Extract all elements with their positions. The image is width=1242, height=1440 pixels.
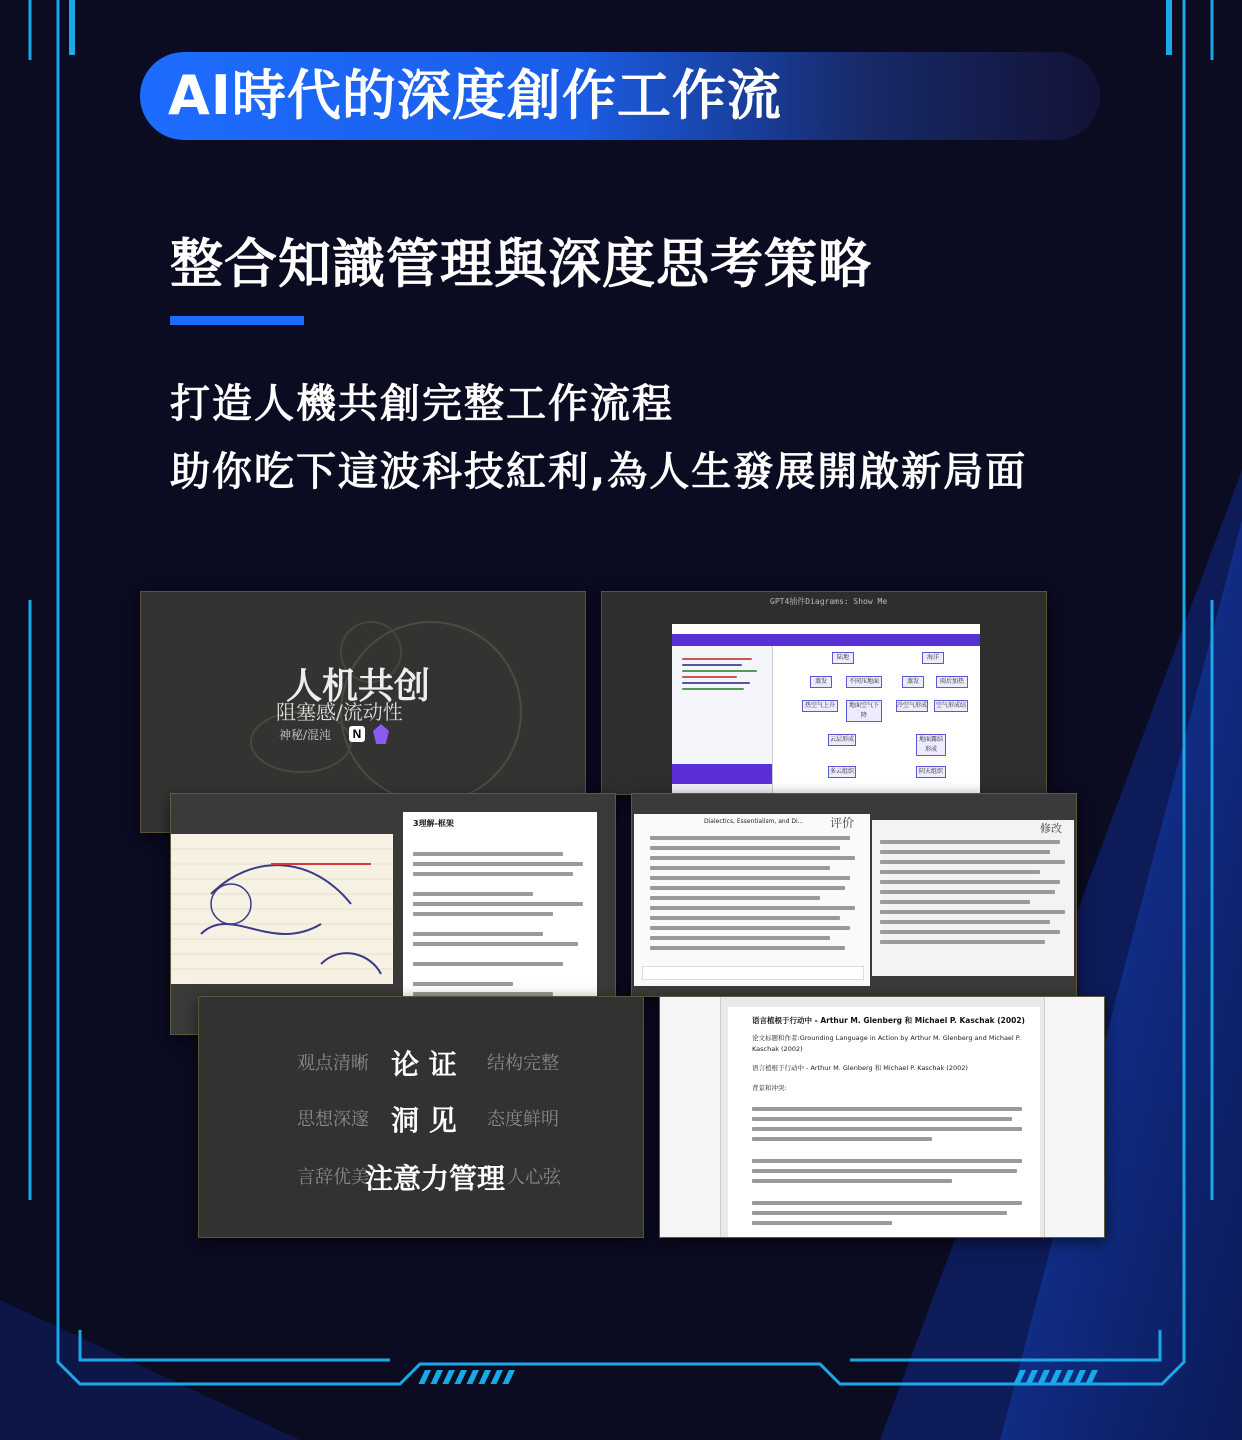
s5-row1-center: 论 证 (391, 1048, 457, 1081)
side-panel-left (660, 997, 721, 1237)
s5-row2-left: 思想深邃 (297, 1109, 369, 1130)
node-cloud: 云层形成 (828, 734, 856, 746)
handwritten-sketch (171, 834, 393, 984)
s1-tag: 神秘/混沌 (279, 728, 332, 742)
node-ground: 不同压地面 (846, 676, 882, 688)
s5-row2-center: 洞 见 (391, 1104, 457, 1137)
section-subtitle: 整合知識管理與深度思考策略 (170, 233, 872, 295)
s6-line2: Kaschak (2002) (752, 1045, 803, 1053)
paper-page (728, 1007, 1040, 1237)
screenshot-evaluate-revise (631, 793, 1077, 997)
description-line-2: 助你吃下這波科技紅利,為人生發展開啟新局面 (170, 449, 1028, 495)
node-overcast: 阴天组织 (916, 766, 946, 778)
node-cold-air: 冷空气形成 (896, 700, 928, 712)
s1-title: 人机共创 (286, 665, 431, 707)
s6-line3: 语言植根于行动中 - Arthur M. Glenberg 和 Michael P. Kaschak (2002) (752, 1064, 968, 1072)
side-panel-right (1044, 997, 1105, 1237)
s5-row3-left: 言辞优美 (297, 1167, 369, 1188)
s5-row3-center: 注意力管理 (365, 1162, 506, 1195)
node-air-knot: 空气形成结 (934, 700, 968, 712)
s6-line4: 背景和冲突: (752, 1084, 787, 1092)
node-dew: 地面露结形成 (916, 734, 946, 756)
node-cloudy: 多云组织 (828, 766, 856, 778)
node-land: 陆地 (832, 652, 854, 664)
node-heat: 雨后加热 (936, 676, 968, 688)
description-line-1: 打造人機共創完整工作流程 (170, 381, 674, 427)
s5-row3-right: 人心弦 (507, 1167, 561, 1188)
accent-divider (170, 316, 304, 325)
screenshot-gpt-diagrams (601, 591, 1047, 795)
screenshot-argument-insight (198, 996, 644, 1238)
node-evap-1: 蒸发 (810, 676, 832, 688)
s5-row2-right: 态度鲜明 (487, 1109, 559, 1130)
node-evap-2: 蒸发 (902, 676, 924, 688)
page-title: AI時代的深度創作工作流 (168, 64, 782, 127)
s6-line1: 论文标题和作者:Grounding Language in Action by Arthur M. Glenberg and Michael P. (752, 1034, 1021, 1042)
node-hot-air: 热空气上升 (802, 700, 838, 712)
screenshot-paper-summary (659, 996, 1105, 1238)
s5-row1-right: 结构完整 (487, 1053, 559, 1074)
s5-row1-left: 观点清晰 (297, 1053, 369, 1074)
s2-title: GPT4插件Diagrams: Show Me (770, 597, 888, 606)
notebook-page (171, 834, 393, 984)
s1-subtitle: 阻塞感/流动性 (276, 700, 403, 724)
diagram-editor (672, 624, 980, 794)
s4-tab: Dialectics, Essentialism, and Di... (704, 818, 804, 825)
notion-icon: N (349, 726, 365, 742)
node-air-down: 地面空气下降 (846, 700, 882, 722)
node-sea: 海洋 (922, 652, 944, 664)
chat-window-left (634, 814, 870, 986)
s3-title: 3理解-框架 (413, 819, 454, 828)
s4-title-left: 评价 (830, 816, 855, 830)
s6-title: 语言植根于行动中 - Arthur M. Glenberg 和 Michael P. Kaschak (2002) (752, 1016, 1025, 1025)
chat-window-right (872, 820, 1074, 976)
s4-title-right: 修改 (1040, 822, 1062, 835)
